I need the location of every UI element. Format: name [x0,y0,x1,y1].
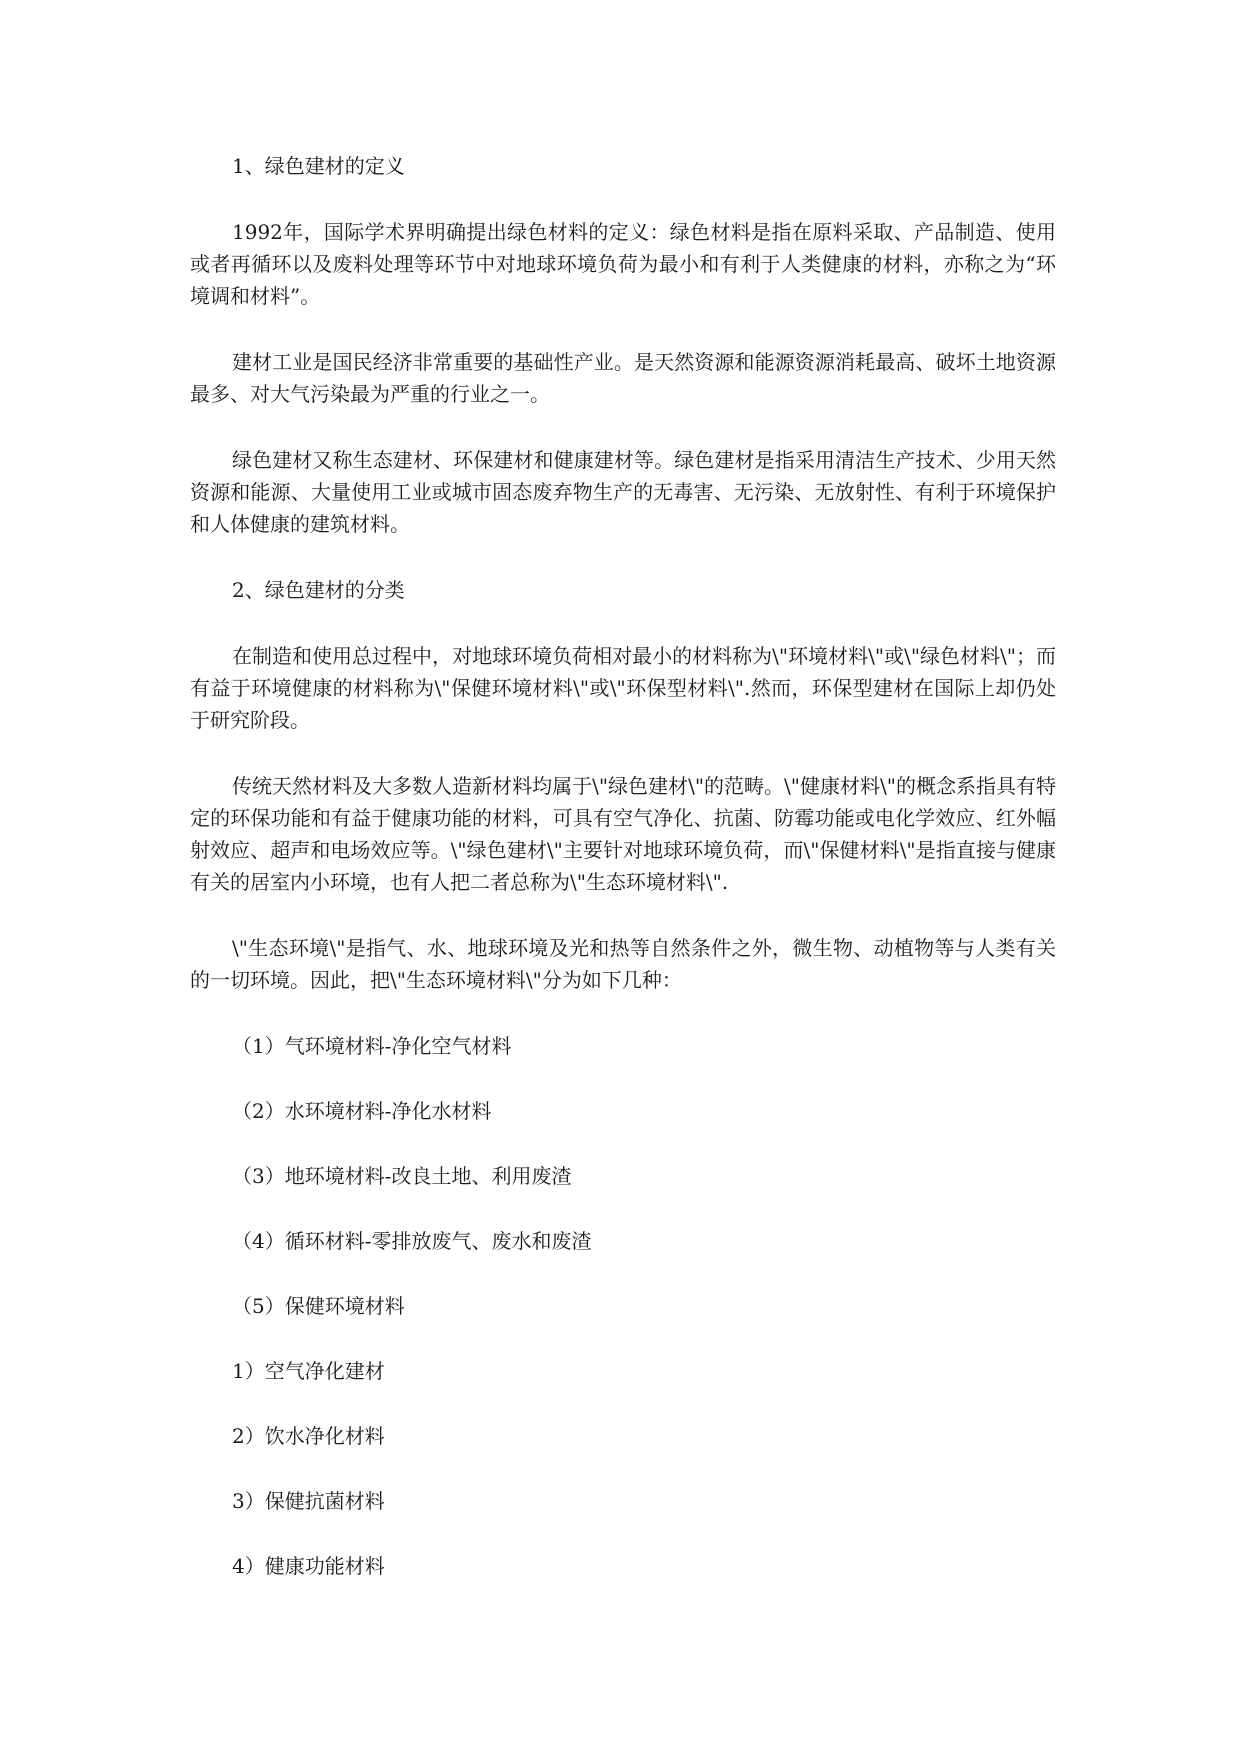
list-item: （5）保健环境材料 [232,1294,405,1318]
list-item: （3）地环境材料-改良土地、利用废渣 [232,1164,572,1188]
list-item: （1）气环境材料-净化空气材料 [232,1034,512,1058]
sub-list-item: 1）空气净化建材 [232,1359,385,1383]
paragraph-definition-1992: 1992年，国际学术界明确提出绿色材料的定义：绿色材料是指在原料采取、产品制造、使用或者再循环以及废料处理等环节中对地球环境负荷为最小和有利于人类健康的材料，亦称之为“环境调和材料”。 [190,220,1056,308]
paragraph-health-materials: 传统天然材料及大多数人造新材料均属于\"绿色建材\"的范畴。\"健康材料\"的概念系指具有特定的环保功能和有益于健康功能的材料，可具有空气净化、抗菌、防霉功能或电化学效应、红外幅射效应、超声和电场效应等。\"绿色建材\"主要针对地球环境负荷，而\"保健材料\"是指直接与健康有关的居室内小环境，也有人把二者总称为\"生态环境材料\". [190,774,1056,894]
document-body [190,150,1056,1615]
list-item: （2）水环境材料-净化水材料 [232,1099,492,1123]
paragraph-environment-materials: 在制造和使用总过程中，对地球环境负荷相对最小的材料称为\"环境材料\"或\"绿色材料\"；而有益于环境健康的材料称为\"保健环境材料\"或\"环保型材料\".然而，环保型建材在国际上却仍处于研究阶段。 [190,644,1056,732]
sub-list-item: 3）保健抗菌材料 [232,1489,385,1513]
section-heading-classification: 2、绿色建材的分类 [232,578,405,602]
paragraph-eco-environment: \"生态环境\"是指气、水、地球环境及光和热等自然条件之外，微生物、动植物等与人类有关的一切环境。因此，把\"生态环境材料\"分为如下几种： [190,936,1056,992]
sub-list-item: 4）健康功能材料 [232,1554,385,1578]
paragraph-green-building-materials: 绿色建材又称生态建材、环保建材和健康建材等。绿色建材是指采用清洁生产技术、少用天然资源和能源、大量使用工业或城市固态废弃物生产的无毒害、无污染、无放射性、有利于环境保护和人体健康的建筑材料。 [190,448,1056,536]
paragraph-building-industry: 建材工业是国民经济非常重要的基础性产业。是天然资源和能源资源消耗最高、破坏土地资源最多、对大气污染最为严重的行业之一。 [190,350,1056,406]
list-item: （4）循环材料-零排放废气、废水和废渣 [232,1229,592,1253]
sub-list-item: 2）饮水净化材料 [232,1424,385,1448]
section-heading-definition: 1、绿色建材的定义 [232,154,405,178]
